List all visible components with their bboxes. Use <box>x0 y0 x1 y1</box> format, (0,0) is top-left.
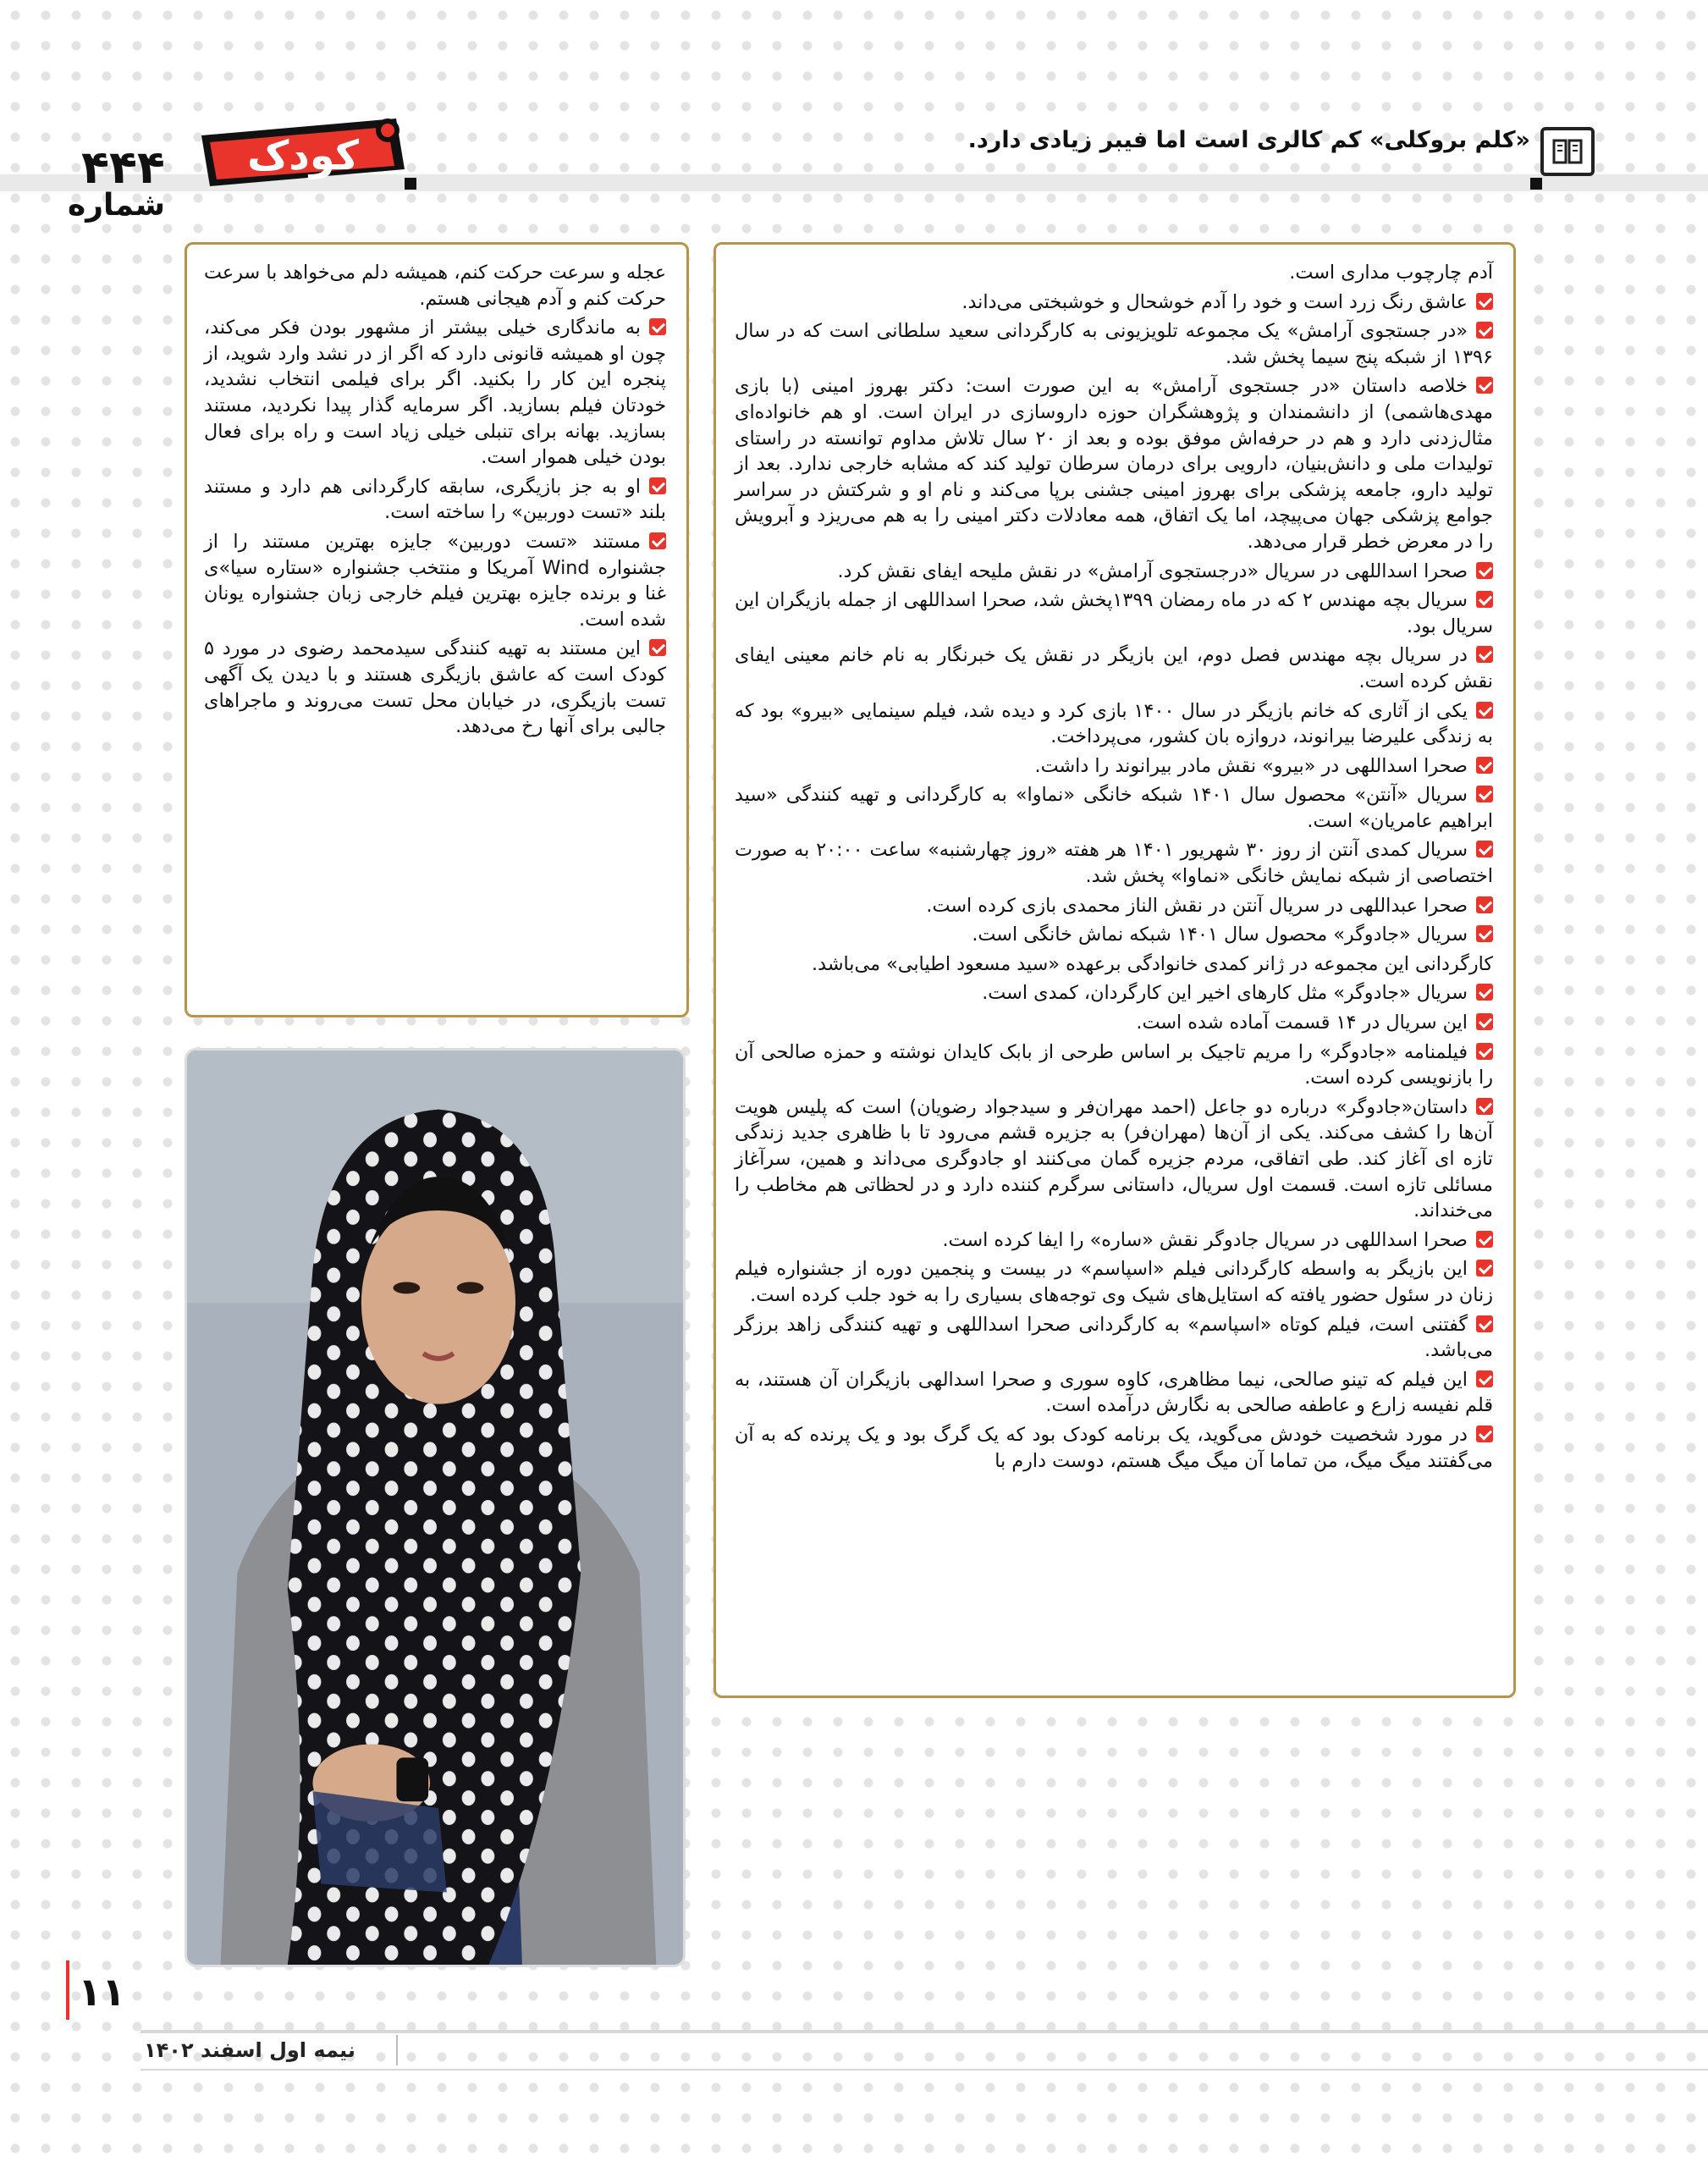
main-article-column <box>714 242 1516 1698</box>
paragraph-text: خلاصه داستان «در جستجوی آرامش» به این صورت است: دکتر بهروز امینی (با بازی مهدی‌هاشمی) از دانشمندان و پژوهشگران حوزه داروسازی در ایران است. او هم خانواده‌ای مثال‌زدنی دارد و هم در حرفه‌اش موفق بوده و بعد از ۲۰ سال تلاش مداوم توانسته در راستای تولیدات ملی و دانش‌بنیان، دارویی برای درمان سرطان تولید کند که مشابه خارجی ندارد. بعد از تولید دارو، جامعه پزشکی برای بهروز امینی جشنی برپا می‌کند و نام او و شرکتش در سراسر جوامع پزشکی جهان می‌پیچد، اما یک اتفاق، همه معادلات دکتر امینی را به هم می‌ریزد و آبرویش را در معرض خطر قرار می‌دهد. <box>735 375 1494 553</box>
paragraph-text: سریال «آنتن» محصول سال ۱۴۰۱ شبکه خانگی «نماوا» به کارگردانی و تهیه کنندگی «سید ابراهیم عامریان» است. <box>735 784 1493 832</box>
red-checkmark-icon <box>1476 757 1493 774</box>
red-checkmark-icon <box>1476 702 1493 719</box>
red-checkmark-icon <box>1476 1370 1493 1387</box>
paragraph-text: در سریال بچه مهندس فصل دوم، این بازیگر در نقش یک خبرنگار به نام خانم معینی ایفای نقش کرده است. <box>735 644 1493 692</box>
paragraph-text: این مستند به تهیه کنندگی سیدمحمد رضوی در مورد ۵ کودک است که عاشق بازیگری هستند و با دیدن یک آگهی تست بازیگری، در خیابان محل تست می‌روند و ماجراهای جالبی برای آنها رخ می‌دهد. <box>204 637 666 738</box>
paragraph-text: فیلمنامه «جادوگر» را مریم تاجیک بر اساس طرحی از بابک کایدان نوشته و حمزه صالحی آن را بازنویسی کرده است. <box>735 1040 1493 1089</box>
article-paragraph <box>735 753 1493 780</box>
article-paragraph <box>735 1227 1493 1254</box>
red-checkmark-icon <box>1476 1231 1493 1248</box>
paragraph-text: عاشق رنگ زرد است و خود را آدم خوشحال و خوشبختی می‌داند. <box>961 290 1468 313</box>
red-checkmark-icon <box>1476 786 1493 802</box>
paragraph-text: کارگردانی این مجموعه در ژانر کمدی خانوادگی برعهده «سید مسعود اطیابی» می‌باشد. <box>812 952 1493 975</box>
article-paragraph <box>735 373 1493 554</box>
magazine-logo <box>185 102 413 203</box>
red-checkmark-icon <box>1476 841 1493 857</box>
red-checkmark-icon <box>649 318 666 335</box>
footer-rule <box>140 2030 1708 2033</box>
issue-date: نیمه اول اسفند ۱۴۰۲ <box>144 2038 355 2062</box>
article-paragraph <box>735 951 1493 978</box>
paragraph-text: صحرا عبداللهی در سریال آنتن در نقش الناز محمدی بازی کرده است. <box>926 894 1468 917</box>
red-checkmark-icon <box>1476 562 1493 579</box>
red-checkmark-icon <box>1476 1425 1493 1442</box>
paragraph-text: این بازیگر به واسطه کارگردانی فیلم «اسپاسم» در بیست و پنجمین دوره از جشنواره فیلم زنان در سئول حضور یافته که استایل‌های شیک وی توجه‌های بسیاری را به خود جلب کرده است. <box>735 1258 1493 1306</box>
article-paragraph <box>735 318 1493 370</box>
page-number: ۱۱ <box>78 1969 126 2015</box>
red-checkmark-icon <box>1476 322 1493 339</box>
red-checkmark-icon <box>1476 646 1493 663</box>
article-paragraph <box>735 698 1493 750</box>
article-paragraph <box>735 587 1493 639</box>
paragraph-text: صحرا اسداللهی در «بیرو» نقش مادر بیرانوند را داشت. <box>1034 754 1468 777</box>
paragraph-text: آدم چارچوب مداری است. <box>1289 262 1493 284</box>
paragraph-text: «در جستجوی آرامش» یک مجموعه تلویزیونی به کارگردانی سعید سلطانی است که در سال ۱۳۹۶ از شبکه پنج سیما پخش شد. <box>735 320 1493 368</box>
article-paragraph <box>735 1312 1493 1364</box>
paragraph-text: او به جز بازیگری، سابقه کارگردانی هم دارد و مستند بلند «تست دوربین» را ساخته است. <box>204 475 666 524</box>
article-paragraph <box>204 529 666 632</box>
paragraph-text: این فیلم که تینو صالحی، نیما مظاهری، کاوه سوری و صحرا اسدالهی بازیگران آن هستند، به قلم نفیسه زارع و عاطفه صالحی به نگارش درآمده است. <box>735 1368 1493 1417</box>
paragraph-text: عجله و سرعت حرکت کنم، همیشه دلم می‌خواهد با سرعت حرکت کنم و آدم هیجانی هستم. <box>204 262 666 310</box>
header-fact: «کلم بروکلی» کم کالری است اما فیبر زیادی دارد. <box>967 127 1530 153</box>
paragraph-text: این سریال در ۱۴ قسمت آماده شده است. <box>1136 1012 1468 1034</box>
red-checkmark-icon <box>1476 293 1493 310</box>
article-paragraph <box>204 636 666 739</box>
footer-separator <box>396 2035 398 2065</box>
article-paragraph <box>735 922 1493 948</box>
paragraph-text: به ماندگاری خیلی بیشتر از مشهور بودن فکر می‌کند، چون او همیشه قانونی دارد که اگر از در نشد وارد شوید، از پنجره این کار را بکنید. اگر برای فیلمی انتخاب نشدید، خودتان فیلم بسازید. اگر سرمایه گذار پیدا نکردید، مستند بسازید. بهانه برای تنبلی خیلی زیاد است و راه برای فعال بودن خیلی هموار است. <box>204 317 666 469</box>
header-marker <box>1530 178 1542 190</box>
paragraph-text: سریال «جادوگر» محصول سال ۱۴۰۱ شبکه نماش خانگی است. <box>972 924 1468 946</box>
article-paragraph <box>204 260 666 312</box>
article-paragraph <box>735 893 1493 919</box>
red-checkmark-icon <box>1476 1098 1493 1115</box>
article-paragraph <box>735 260 1493 286</box>
paragraph-text: در مورد شخصیت خودش می‌گوید، یک برنامه کودک بود که یک گرگ بود و یک پرنده که به آن می‌گفتند میگ میگ، من تماما آن میگ میگ هستم، دوست دارم با <box>735 1423 1493 1472</box>
paragraph-text: سریال بچه مهندس ۲ که در ماه رمضان ۱۳۹۹پخش شد، صحرا اسداللهی از جمله بازیگران این سریال بود. <box>735 589 1493 637</box>
red-checkmark-icon <box>1476 1315 1493 1332</box>
article-paragraph <box>735 1256 1493 1308</box>
article-paragraph <box>735 289 1493 316</box>
portrait-photo <box>185 1048 686 1967</box>
red-checkmark-icon <box>1476 925 1493 942</box>
red-checkmark-icon <box>1476 1043 1493 1060</box>
article-paragraph <box>204 474 666 526</box>
article-paragraph <box>735 837 1493 889</box>
article-paragraph <box>735 782 1493 834</box>
red-checkmark-icon <box>1476 896 1493 913</box>
red-checkmark-icon <box>649 639 666 656</box>
article-paragraph <box>735 1367 1493 1419</box>
issue-number: ۴۴۴ <box>81 141 165 194</box>
red-checkmark-icon <box>1476 377 1493 394</box>
paragraph-text: صحرا اسداللهی در سریال «درجستجوی آرامش» در نقش ملیحه ایفای نقش کرد. <box>837 560 1468 582</box>
article-paragraph <box>735 1039 1493 1091</box>
red-checkmark-icon <box>649 532 666 549</box>
paragraph-text: مستند «تست دوربین» جایزه بهترین مستند را از جشنواره Wind آمریکا و منتخب جشنواره «ستاره سیا»ی غنا و برنده جایزه بهترین فیلم خارجی زبان جشنواره یونان شده است. <box>204 530 667 631</box>
article-paragraph <box>735 642 1493 694</box>
paragraph-text: یکی از آثاری که خانم بازیگر در سال ۱۴۰۰ بازی کرد و دیده شد، فیلم سینمایی «بیرو» بود که به زندگی علیرضا بیرانوند، دروازه بان کشور، می‌پرداخت. <box>735 699 1493 748</box>
paragraph-text: داستان«جادوگر» درباره دو جاعل (احمد مهران‌فر و سیدجواد رضویان) است که پلیس هویت آن‌ها را کشف می‌کند. یکی از آن‌ها (مهران‌فر) به جزیره قشم می‌رود تا با ظاهری جدید زندگی تازه ای آغاز کند. طی اتفاقی، مردم جزیره گمان می‌کنند او جادوگری می‌داند و همین، سرآغاز مسائلی تازه است. قسمت اول سریال، داستانی سرگرم کننده دارد و در لحظاتی هم مخاطب را می‌خنداند. <box>735 1095 1493 1222</box>
article-paragraph <box>204 315 666 471</box>
red-checkmark-icon <box>1476 591 1493 608</box>
paragraph-text: سریال کمدی آنتن از روز ۳۰ شهریور ۱۴۰۱ هر هفته «روز چهارشنبه» ساعت ۲۰:۰۰ به صورت اختصاصی از شبکه نمایش خانگی «نماوا» پخش شد. <box>735 839 1493 888</box>
article-paragraph <box>735 1095 1493 1224</box>
paragraph-text: صحرا اسداللهی در سریال جادوگر نقش «ساره» را ایفا کرده است. <box>942 1228 1468 1251</box>
paragraph-text: گفتنی است، فیلم کوتاه «اسپاسم» به کارگردانی صحرا اسداللهی و تهیه کنندگی زاهد برزگر می‌باشد. <box>735 1313 1493 1362</box>
red-checkmark-icon <box>1476 1013 1493 1030</box>
article-paragraph <box>735 980 1493 1006</box>
book-icon <box>1540 127 1595 176</box>
red-checkmark-icon <box>649 477 666 494</box>
page-number-bar <box>66 1960 69 2020</box>
article-paragraph <box>735 559 1493 585</box>
red-checkmark-icon <box>1476 1260 1493 1276</box>
paragraph-text: سریال «جادوگر» مثل کارهای اخیر این کارگردان، کمدی است. <box>982 982 1468 1005</box>
red-checkmark-icon <box>1476 984 1493 1001</box>
side-article-column <box>185 242 689 1017</box>
article-paragraph <box>735 1422 1493 1474</box>
issue-label: شماره <box>68 188 166 223</box>
logo-text: کودک <box>247 132 359 179</box>
footer-rule <box>140 2069 1708 2071</box>
article-paragraph <box>735 1010 1493 1036</box>
